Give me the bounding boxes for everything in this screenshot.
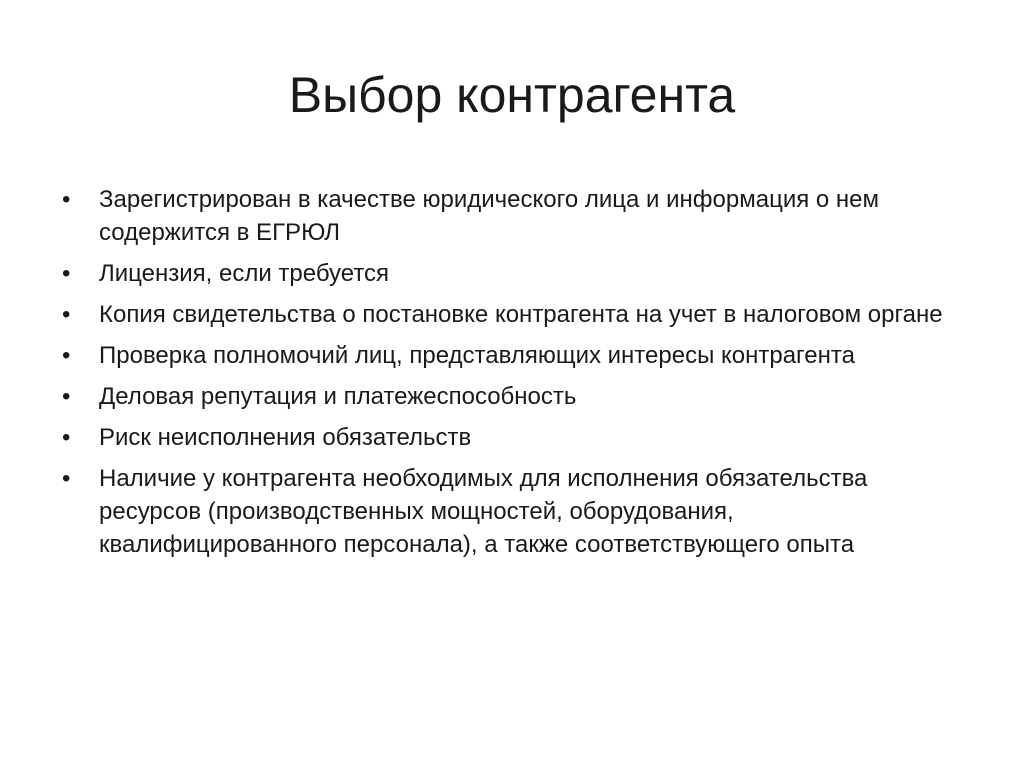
bullet-icon: • bbox=[62, 465, 71, 492]
bullet-list bbox=[62, 183, 962, 569]
list-item bbox=[62, 421, 962, 454]
list-item-text: Копия свидетельства о постановке контрагента на учет в налоговом органе bbox=[99, 301, 943, 328]
bullet-icon: • bbox=[62, 383, 71, 410]
slide-title: Выбор контрагента bbox=[288, 67, 736, 123]
bullet-icon: • bbox=[62, 424, 71, 451]
bullet-icon: • bbox=[62, 301, 71, 328]
list-item bbox=[62, 298, 962, 331]
list-item bbox=[62, 462, 962, 561]
bullet-icon: • bbox=[62, 186, 71, 213]
list-item-text: Зарегистрирован в качестве юридического лица и информация о нем содержится в ЕГРЮЛ bbox=[99, 186, 879, 246]
list-item bbox=[62, 339, 962, 372]
list-item-text: Риск неисполнения обязательств bbox=[99, 424, 472, 451]
list-item-text: Лицензия, если требуется bbox=[99, 260, 390, 287]
list-item bbox=[62, 183, 962, 249]
list-item-text: Наличие у контрагента необходимых для исполнения обязательства ресурсов (производственных мощностей, оборудования, квалифицированного персонала), а также соответствующего опыта bbox=[99, 465, 868, 558]
list-item-text: Проверка полномочий лиц, представляющих интересы контрагента bbox=[99, 342, 855, 369]
list-item bbox=[62, 380, 962, 413]
list-item bbox=[62, 257, 962, 290]
bullet-icon: • bbox=[62, 342, 71, 369]
list-item-text: Деловая репутация и платежеспособность bbox=[99, 383, 577, 410]
bullet-icon: • bbox=[62, 260, 71, 287]
